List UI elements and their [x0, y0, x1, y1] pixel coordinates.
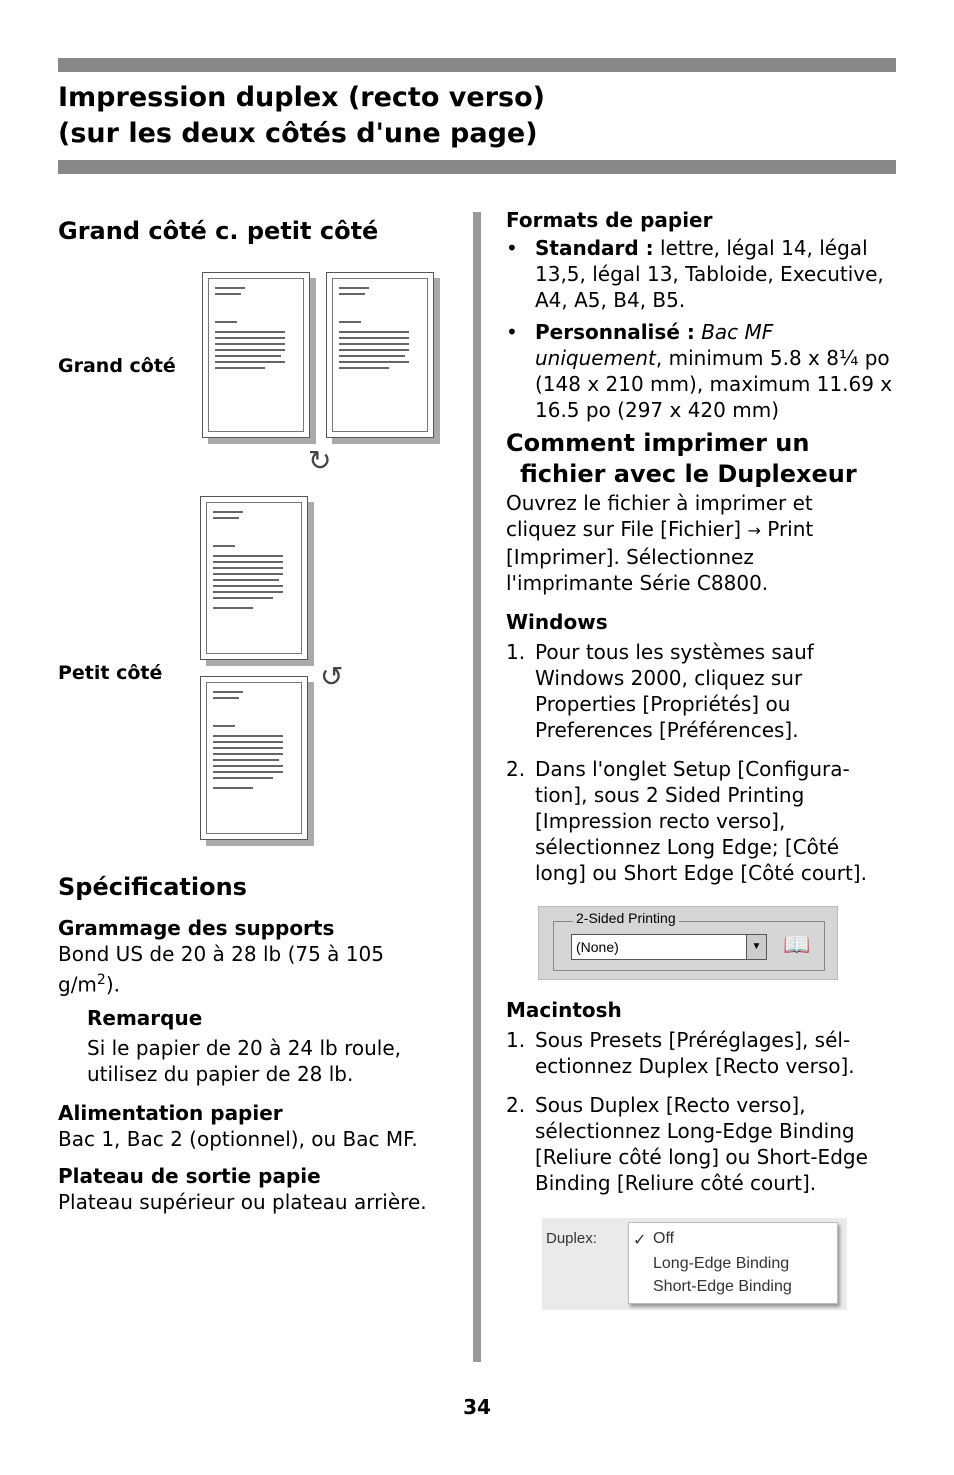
page-number: 34: [463, 1395, 491, 1419]
output-text: Plateau supérieur ou plateau arrière.: [58, 1189, 427, 1214]
formats-heading: Formats de papier: [506, 208, 713, 232]
specifications-heading: Spécifications: [58, 873, 247, 901]
list-item: 2. Sous Duplex [Recto verso], sélectionnez Long-Edge Binding [Reliure côté long] ou Short-Edge Binding [Reliure côté court].: [506, 1093, 868, 1195]
list-item: 1. Pour tous les systèmes sauf Windows 2000, cliquez sur Properties [Propriétés] ou Preferences [Préférences].: [506, 640, 814, 742]
mac-block: [506, 998, 906, 1209]
two-sided-select[interactable]: (None) ▼: [571, 934, 767, 960]
list-item: 2. Dans l'onglet Setup [Configura-tion], sous 2 Sided Printing [Impression recto verso], sélectionnez Long Edge; [Côté long] ou Short Edge [Côté court].: [506, 757, 867, 885]
two-sided-legend: 2-Sided Printing: [573, 910, 679, 926]
duplex-menu: [628, 1222, 838, 1304]
bottom-rule: [58, 160, 896, 174]
note-text: Si le papier de 20 à 24 lb roule, utilisez du papier de 28 lb.: [87, 1035, 402, 1086]
arrow-right-icon: →: [747, 521, 761, 540]
output-heading: Plateau de sortie papie: [58, 1163, 321, 1188]
chevron-down-icon: ▼: [746, 935, 766, 959]
page-thumbnail: [200, 496, 308, 660]
mac-heading: Macintosh: [506, 998, 622, 1022]
howto-text: Ouvrez le fichier à imprimer et cliquez sur File [Fichier] → Print [Imprimer]. Sélectionnez l'imprimante Série C8800.: [506, 491, 814, 595]
note-box: [58, 1006, 448, 1087]
page-title-line2: (sur les deux côtés d'une page): [58, 118, 538, 149]
column-divider: [473, 212, 481, 1362]
duplex-label: Duplex:: [546, 1230, 597, 1247]
menu-item-long-edge[interactable]: Long-Edge Binding: [653, 1255, 790, 1272]
page-title-line1: Impression duplex (recto verso): [58, 82, 545, 113]
howto-block: [506, 428, 906, 596]
note-heading: Remarque: [87, 1005, 203, 1030]
menu-item-short-edge[interactable]: Short-Edge Binding: [653, 1278, 792, 1295]
windows-block: [506, 610, 906, 899]
page-thumbnail: [200, 676, 308, 840]
paper-formats-block: [506, 208, 906, 423]
page-title: [58, 80, 896, 152]
list-item: • Standard : lettre, légal 14, légal 13,5, légal 13, Tabloide, Executive, A4, A5, B4, B5.: [506, 235, 896, 313]
page-thumbnail: [326, 272, 434, 438]
weight-heading: Grammage des supports: [58, 916, 335, 940]
page-thumbnail: [202, 272, 310, 438]
feed-heading: Alimentation papier: [58, 1100, 283, 1125]
list-item: • Personnalisé : Bac MF uniquement, minimum 5.8 x 8¼ po (148 x 210 mm), maximum 11.69 x 16.5 po (297 x 420 mm): [506, 319, 896, 423]
duplex-menu-screenshot: [542, 1218, 847, 1310]
top-rule: [58, 58, 896, 72]
weight-text: Bond US de 20 à 28 lb (75 à 105 $g/m^2$).: [58, 942, 384, 997]
windows-heading: Windows: [506, 610, 608, 634]
two-sided-printing-screenshot: [538, 906, 838, 980]
specifications-block: [58, 916, 448, 1215]
label-short-edge: Petit côté: [58, 662, 163, 684]
menu-item-off[interactable]: Off: [653, 1230, 675, 1247]
feed-text: Bac 1, Bac 2 (optionnel), ou Bac MF.: [58, 1126, 418, 1151]
rotate-icon: ↺: [320, 660, 344, 693]
howto-heading: Comment imprimer un fichier avec le Duplexeur: [506, 429, 857, 488]
book-icon: 📖: [783, 933, 811, 958]
section-heading-long-short: Grand côté c. petit côté: [58, 217, 379, 245]
label-long-edge: Grand côté: [58, 355, 176, 377]
rotate-icon: ↻: [308, 444, 332, 477]
checkmark-icon: ✓: [633, 1232, 647, 1249]
list-item: 1. Sous Presets [Préréglages], sél-ectionnez Duplex [Recto verso].: [506, 1028, 855, 1078]
